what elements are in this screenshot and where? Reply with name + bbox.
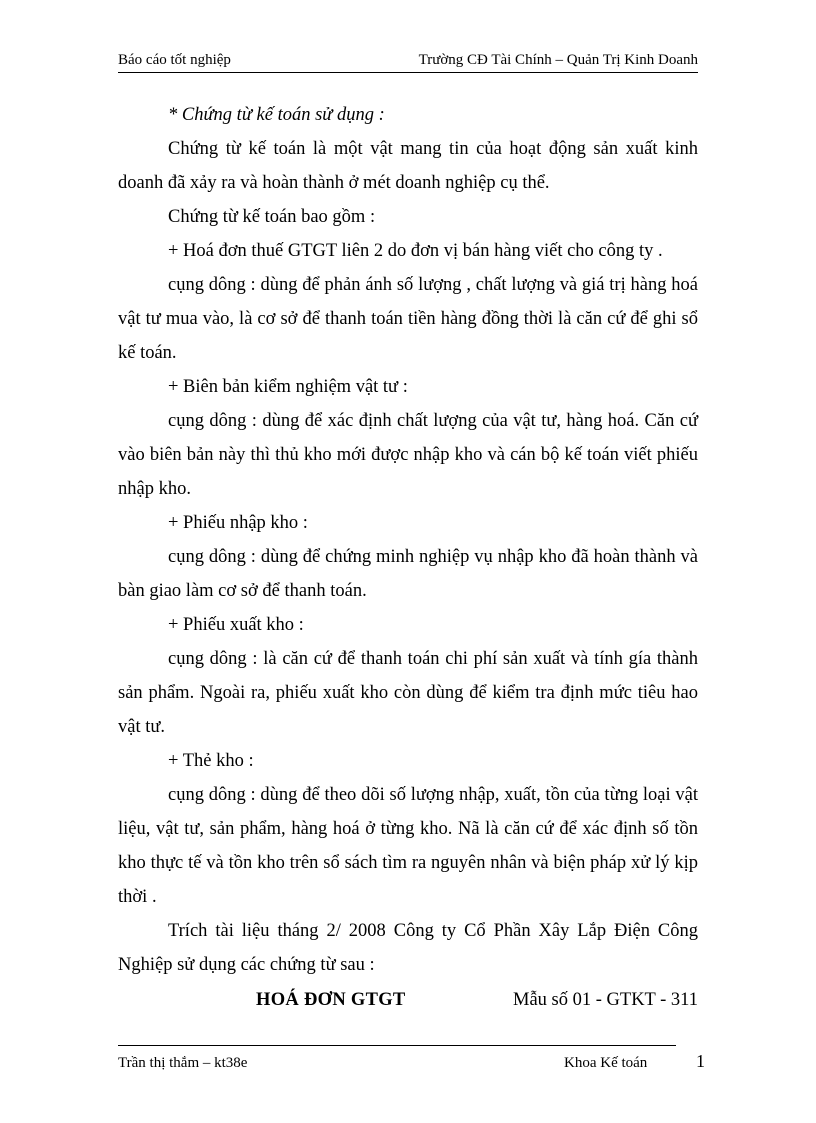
page-header (118, 50, 698, 74)
header-school-name: Trường CĐ Tài Chính – Quản Trị Kinh Doanh (418, 52, 698, 68)
invoice-form-code: Mẫu số 01 - GTKT - 311 (513, 990, 698, 1010)
page-footer (118, 1045, 705, 1085)
item-issue-slip-title: + Phiếu xuất kho : (168, 615, 304, 635)
footer-department: Khoa Kế toán (564, 1055, 648, 1071)
item-receipt-slip-title: + Phiếu nhập kho : (168, 513, 308, 533)
item-receipt-slip-desc: cụng dông : dùng để chứng minh nghiệp vụ nhập kho đã hoàn thành và bàn giao làm cơ sở để thanh toán. (118, 547, 698, 601)
paragraph-includes: Chứng từ kế toán bao gồm : (168, 207, 376, 227)
section-subtitle: * Chứng từ kế toán sử dụng : (168, 105, 385, 125)
header-report-title: Báo cáo tốt nghiệp (118, 52, 231, 68)
item-issue-slip-desc: cụng dông : là căn cứ để thanh toán chi phí sản xuất và tính gía thành sản phẩm. Ngoài ra, phiếu xuất kho còn dùng để kiểm tra định mức tiêu hao vật tư. (118, 649, 698, 737)
item-stock-card-title: + Thẻ kho : (168, 751, 254, 771)
header-rule (118, 72, 698, 73)
footer-author: Trần thị thắm – kt38e (118, 1055, 248, 1071)
item-vat-invoice-title: + Hoá đơn thuế GTGT liên 2 do đơn vị bán hàng viết cho công ty . (168, 241, 663, 261)
paragraph-excerpt: Trích tài liệu tháng 2/ 2008 Công ty Cổ Phần Xây Lắp Điện Công Nghiệp sử dụng các chứng từ sau : (118, 921, 698, 975)
item-stock-card-desc: cụng dông : dùng để theo dõi số lượng nhập, xuất, tồn của từng loại vật liệu, vật tư, sản phẩm, hàng hoá ở từng kho. Nã là căn cứ để xác định số tồn kho thực tế và tồn kho trên sổ sách tìm ra nguyên nhân và biện pháp xử lý kịp thời . (118, 785, 698, 907)
invoice-heading-row (118, 990, 698, 1020)
page-number: 1 (696, 1051, 705, 1071)
item-inspection-record-desc: cụng dông : dùng để xác định chất lượng của vật tư, hàng hoá. Căn cứ vào biên bản này thì thủ kho mới được nhập kho và cán bộ kế toán viết phiếu nhập kho. (118, 411, 698, 499)
footer-rule (118, 1045, 676, 1046)
item-inspection-record-title: + Biên bản kiểm nghiệm vật tư : (168, 377, 408, 397)
item-vat-invoice-desc: cụng dông : dùng để phản ánh số lượng , chất lượng và giá trị hàng hoá vật tư mua vào, là cơ sở để thanh toán tiền hàng đồng thời là căn cứ để ghi sổ kế toán. (118, 275, 698, 363)
paragraph-definition: Chứng từ kế toán là một vật mang tin của hoạt động sản xuất kinh doanh đã xảy ra và hoàn thành ở mét doanh nghiệp cụ thể. (118, 139, 698, 193)
invoice-title: HOÁ ĐƠN GTGT (256, 990, 406, 1010)
document-body (118, 98, 698, 982)
